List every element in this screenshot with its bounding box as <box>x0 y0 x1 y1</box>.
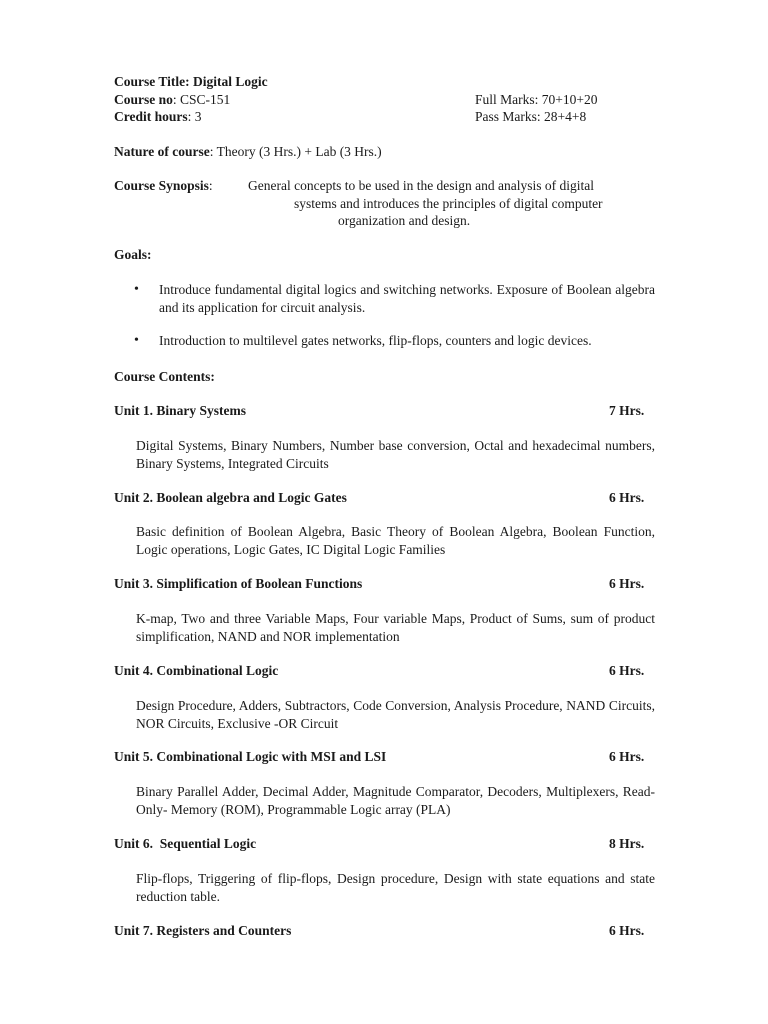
unit-4-title: Unit 4. Combinational Logic <box>114 663 279 678</box>
unit-5-description: Binary Parallel Adder, Decimal Adder, Magnitude Comparator, Decoders, Multiplexers, Read- Only- Memory (ROM), Programmable Logic array (PLA) <box>136 784 655 817</box>
unit-1-description: Digital Systems, Binary Numbers, Number base conversion, Octal and hexadecimal numbers, Binary Systems, Integrated Circuits <box>136 438 655 471</box>
pass-marks: Pass Marks: 28+4+8 <box>475 109 587 124</box>
course-no-label: Course no <box>114 92 173 107</box>
unit-6-title: Unit 6. Sequential Logic <box>114 836 257 851</box>
course-no-value: : CSC-151 <box>172 92 231 107</box>
unit-2-description: Basic definition of Boolean Algebra, Basic Theory of Boolean Algebra, Boolean Function, Logic operations, Logic Gates, IC Digital Logic Families <box>136 524 655 557</box>
goal-item-2: Introduction to multilevel gates networks, flip-flops, counters and logic devices. <box>159 333 592 348</box>
unit-3-hours: 6 Hrs. <box>609 576 645 591</box>
synopsis-line-3: organization and design. <box>338 213 471 228</box>
course-title-line <box>114 73 268 91</box>
unit-5-title: Unit 5. Combinational Logic with MSI and LSI <box>114 749 387 764</box>
unit-2-title: Unit 2. Boolean algebra and Logic Gates <box>114 490 347 505</box>
unit-4-description: Design Procedure, Adders, Subtractors, Code Conversion, Analysis Procedure, NAND Circuits, NOR Circuits, Exclusive -OR Circuit <box>136 698 655 731</box>
unit-1-title: Unit 1. Binary Systems <box>114 403 247 418</box>
synopsis-label-line <box>114 177 213 195</box>
unit-7-title: Unit 7. Registers and Counters <box>114 923 292 938</box>
course-contents-heading: Course Contents: <box>114 369 215 384</box>
nature-value: : Theory (3 Hrs.) + Lab (3 Hrs.) <box>209 144 382 159</box>
course-no-line <box>114 91 230 109</box>
bullet-icon: • <box>134 282 139 297</box>
unit-7-hours: 6 Hrs. <box>609 923 645 938</box>
unit-2-hours: 6 Hrs. <box>609 490 645 505</box>
unit-6-description: Flip-flops, Triggering of flip-flops, Design procedure, Design with state equations and state reduction table. <box>136 871 655 904</box>
goal-item-1: Introduce fundamental digital logics and switching networks. Exposure of Boolean algebra and its application for circuit analysis. <box>159 282 655 315</box>
course-title-label: Course Title: <box>114 74 190 89</box>
unit-3-title: Unit 3. Simplification of Boolean Functions <box>114 576 363 591</box>
unit-4-hours: 6 Hrs. <box>609 663 645 678</box>
unit-6-hours: 8 Hrs. <box>609 836 645 851</box>
credit-hours-label: Credit hours <box>114 109 188 124</box>
credit-hours-value: : 3 <box>187 109 202 124</box>
unit-3-description: K-map, Two and three Variable Maps, Four variable Maps, Product of Sums, sum of product simplification, NAND and NOR implementation <box>136 611 655 644</box>
bullet-icon: • <box>134 333 139 348</box>
synopsis-colon: : <box>208 178 213 193</box>
synopsis-line-2: systems and introduces the principles of digital computer <box>294 196 603 211</box>
unit-1-hours: 7 Hrs. <box>609 403 645 418</box>
nature-of-course <box>114 143 382 161</box>
synopsis-line-1: General concepts to be used in the design and analysis of digital <box>248 178 595 193</box>
full-marks: Full Marks: 70+10+20 <box>475 92 598 107</box>
course-title-value: Digital Logic <box>193 74 268 89</box>
credit-hours-line <box>114 108 202 126</box>
nature-label: Nature of course <box>114 144 210 159</box>
synopsis-label: Course Synopsis <box>114 178 209 193</box>
goals-heading: Goals: <box>114 247 152 262</box>
unit-5-hours: 6 Hrs. <box>609 749 645 764</box>
